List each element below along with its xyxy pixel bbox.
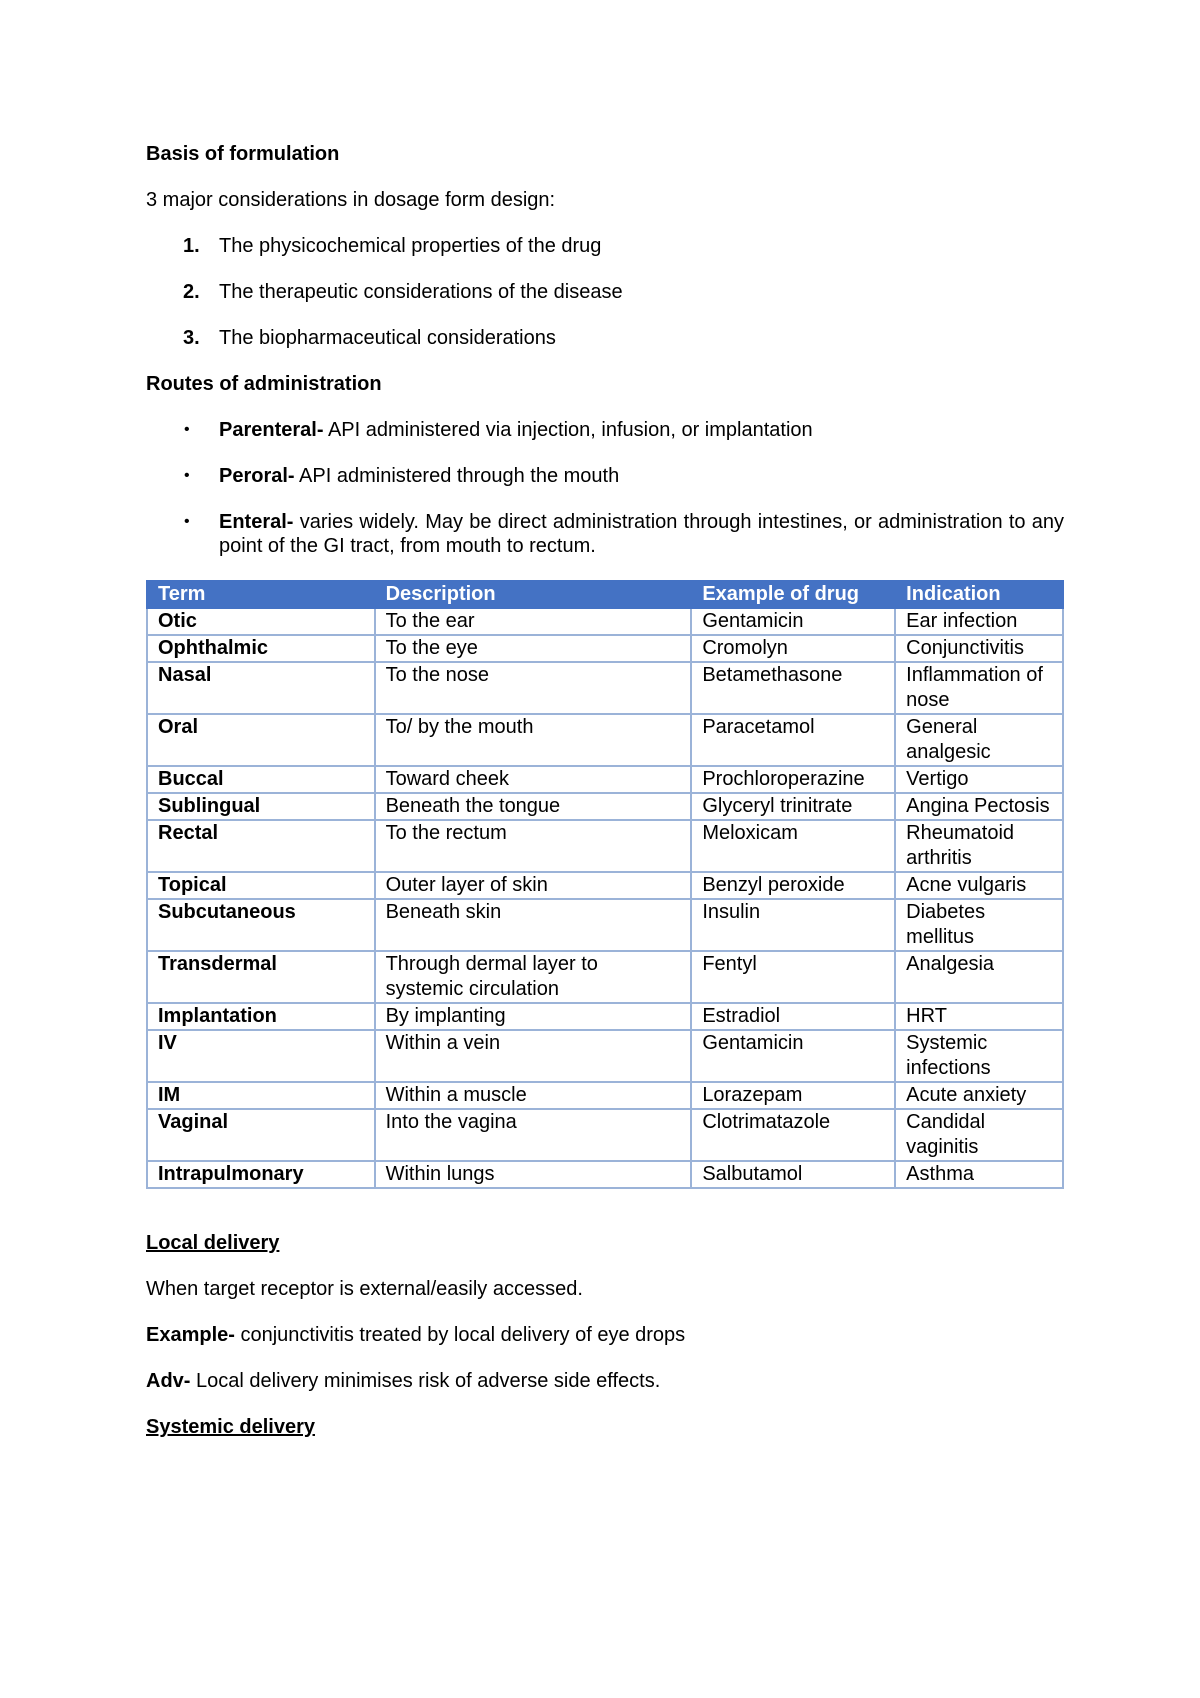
cell-example-drug: Salbutamol — [691, 1161, 895, 1188]
header-description: Description — [375, 581, 692, 608]
cell-indication: Angina Pectosis — [895, 793, 1063, 820]
cell-term: Implantation — [147, 1003, 375, 1030]
cell-example-drug: Meloxicam — [691, 820, 895, 872]
table-row — [147, 1082, 1063, 1109]
table-row — [147, 714, 1063, 766]
list-item — [146, 326, 1064, 350]
cell-indication: Conjunctivitis — [895, 635, 1063, 662]
cell-description: Beneath the tongue — [375, 793, 692, 820]
list-text: The biopharmaceutical considerations — [219, 327, 556, 349]
cell-indication: General analgesic — [895, 714, 1063, 766]
list-item — [146, 234, 1064, 258]
cell-indication: Vertigo — [895, 766, 1063, 793]
list-text: The therapeutic considerations of the disease — [219, 281, 623, 303]
bullet-icon: • — [184, 513, 190, 530]
list-number: 1. — [183, 235, 200, 257]
routes-list — [146, 418, 1064, 558]
cell-term: Ophthalmic — [147, 635, 375, 662]
table-body — [147, 608, 1063, 1188]
basis-intro: 3 major considerations in dosage form design: — [146, 189, 556, 211]
table-row — [147, 872, 1063, 899]
cell-term: Otic — [147, 608, 375, 635]
header-example-drug: Example of drug — [691, 581, 895, 608]
example-text: conjunctivitis treated by local delivery of eye drops — [234, 1324, 686, 1346]
cell-term: Subcutaneous — [147, 899, 375, 951]
cell-example-drug: Insulin — [691, 899, 895, 951]
cell-example-drug: Clotrimatazole — [691, 1109, 895, 1161]
table-row — [147, 820, 1063, 872]
local-delivery-heading: Local delivery — [146, 1232, 280, 1254]
cell-example-drug: Gentamicin — [691, 608, 895, 635]
cell-example-drug: Paracetamol — [691, 714, 895, 766]
cell-indication: Diabetes mellitus — [895, 899, 1063, 951]
table-row — [147, 662, 1063, 714]
cell-term: Intrapulmonary — [147, 1161, 375, 1188]
cell-indication: Analgesia — [895, 951, 1063, 1003]
example-label: Example- — [146, 1324, 235, 1346]
cell-term: Vaginal — [147, 1109, 375, 1161]
cell-description: Into the vagina — [375, 1109, 692, 1161]
cell-indication: Acute anxiety — [895, 1082, 1063, 1109]
list-number: 2. — [183, 281, 200, 303]
bullet-icon: • — [184, 467, 190, 484]
table-row — [147, 1003, 1063, 1030]
list-text: The physicochemical properties of the drug — [219, 235, 602, 257]
routes-heading: Routes of administration — [146, 373, 382, 395]
table-header-row — [147, 581, 1063, 608]
route-text: API administered through the mouth — [294, 465, 620, 487]
basis-heading: Basis of formulation — [146, 143, 340, 165]
cell-term: Oral — [147, 714, 375, 766]
systemic-delivery-heading: Systemic delivery — [146, 1416, 315, 1438]
route-term: Enteral- — [219, 511, 294, 533]
list-item — [146, 280, 1064, 304]
cell-indication: Candidal vaginitis — [895, 1109, 1063, 1161]
list-item — [146, 464, 1064, 488]
cell-description: By implanting — [375, 1003, 692, 1030]
cell-indication: Systemic infections — [895, 1030, 1063, 1082]
list-item — [146, 510, 1064, 558]
cell-description: Outer layer of skin — [375, 872, 692, 899]
cell-example-drug: Fentyl — [691, 951, 895, 1003]
cell-term: Topical — [147, 872, 375, 899]
cell-example-drug: Cromolyn — [691, 635, 895, 662]
header-term: Term — [147, 581, 375, 608]
cell-description: Toward cheek — [375, 766, 692, 793]
cell-description: To the rectum — [375, 820, 692, 872]
considerations-list — [146, 234, 1064, 350]
cell-example-drug: Gentamicin — [691, 1030, 895, 1082]
local-example — [146, 1323, 1064, 1347]
list-number: 3. — [183, 327, 200, 349]
cell-term: Sublingual — [147, 793, 375, 820]
cell-description: Beneath skin — [375, 899, 692, 951]
route-text: varies widely. May be direct administration through intestines, or administration to any point of the GI tract, from mouth to rectum. — [219, 511, 1064, 557]
bullet-icon: • — [184, 421, 190, 438]
cell-description: To the ear — [375, 608, 692, 635]
cell-indication: Rheumatoid arthritis — [895, 820, 1063, 872]
document-content — [146, 142, 1064, 1461]
cell-term: Rectal — [147, 820, 375, 872]
cell-term: Buccal — [147, 766, 375, 793]
adv-label: Adv- — [146, 1370, 191, 1392]
header-indication: Indication — [895, 581, 1063, 608]
local-delivery-text: When target receptor is external/easily accessed. — [146, 1278, 583, 1300]
cell-description: Within a vein — [375, 1030, 692, 1082]
adv-text: Local delivery minimises risk of adverse side effects. — [190, 1370, 661, 1392]
cell-example-drug: Lorazepam — [691, 1082, 895, 1109]
table-row — [147, 793, 1063, 820]
cell-indication: Asthma — [895, 1161, 1063, 1188]
route-text: API administered via injection, infusion, or implantation — [323, 419, 813, 441]
table-row — [147, 1161, 1063, 1188]
cell-example-drug: Glyceryl trinitrate — [691, 793, 895, 820]
cell-example-drug: Benzyl peroxide — [691, 872, 895, 899]
table-row — [147, 608, 1063, 635]
cell-term: IV — [147, 1030, 375, 1082]
cell-description: To/ by the mouth — [375, 714, 692, 766]
table-row — [147, 951, 1063, 1003]
table-row — [147, 635, 1063, 662]
list-item — [146, 418, 1064, 442]
cell-description: Within lungs — [375, 1161, 692, 1188]
cell-description: To the nose — [375, 662, 692, 714]
cell-description: To the eye — [375, 635, 692, 662]
local-advantage — [146, 1369, 1064, 1393]
cell-example-drug: Betamethasone — [691, 662, 895, 714]
cell-indication: Ear infection — [895, 608, 1063, 635]
cell-term: IM — [147, 1082, 375, 1109]
route-term: Peroral- — [219, 465, 295, 487]
table-row — [147, 1109, 1063, 1161]
route-term: Parenteral- — [219, 419, 324, 441]
cell-indication: HRT — [895, 1003, 1063, 1030]
cell-description: Within a muscle — [375, 1082, 692, 1109]
cell-description: Through dermal layer to systemic circulation — [375, 951, 692, 1003]
cell-term: Nasal — [147, 662, 375, 714]
table-row — [147, 1030, 1063, 1082]
cell-example-drug: Prochloroperazine — [691, 766, 895, 793]
table-row — [147, 899, 1063, 951]
cell-example-drug: Estradiol — [691, 1003, 895, 1030]
cell-indication: Inflammation of nose — [895, 662, 1063, 714]
routes-table — [146, 580, 1064, 1189]
table-row — [147, 766, 1063, 793]
cell-term: Transdermal — [147, 951, 375, 1003]
cell-indication: Acne vulgaris — [895, 872, 1063, 899]
